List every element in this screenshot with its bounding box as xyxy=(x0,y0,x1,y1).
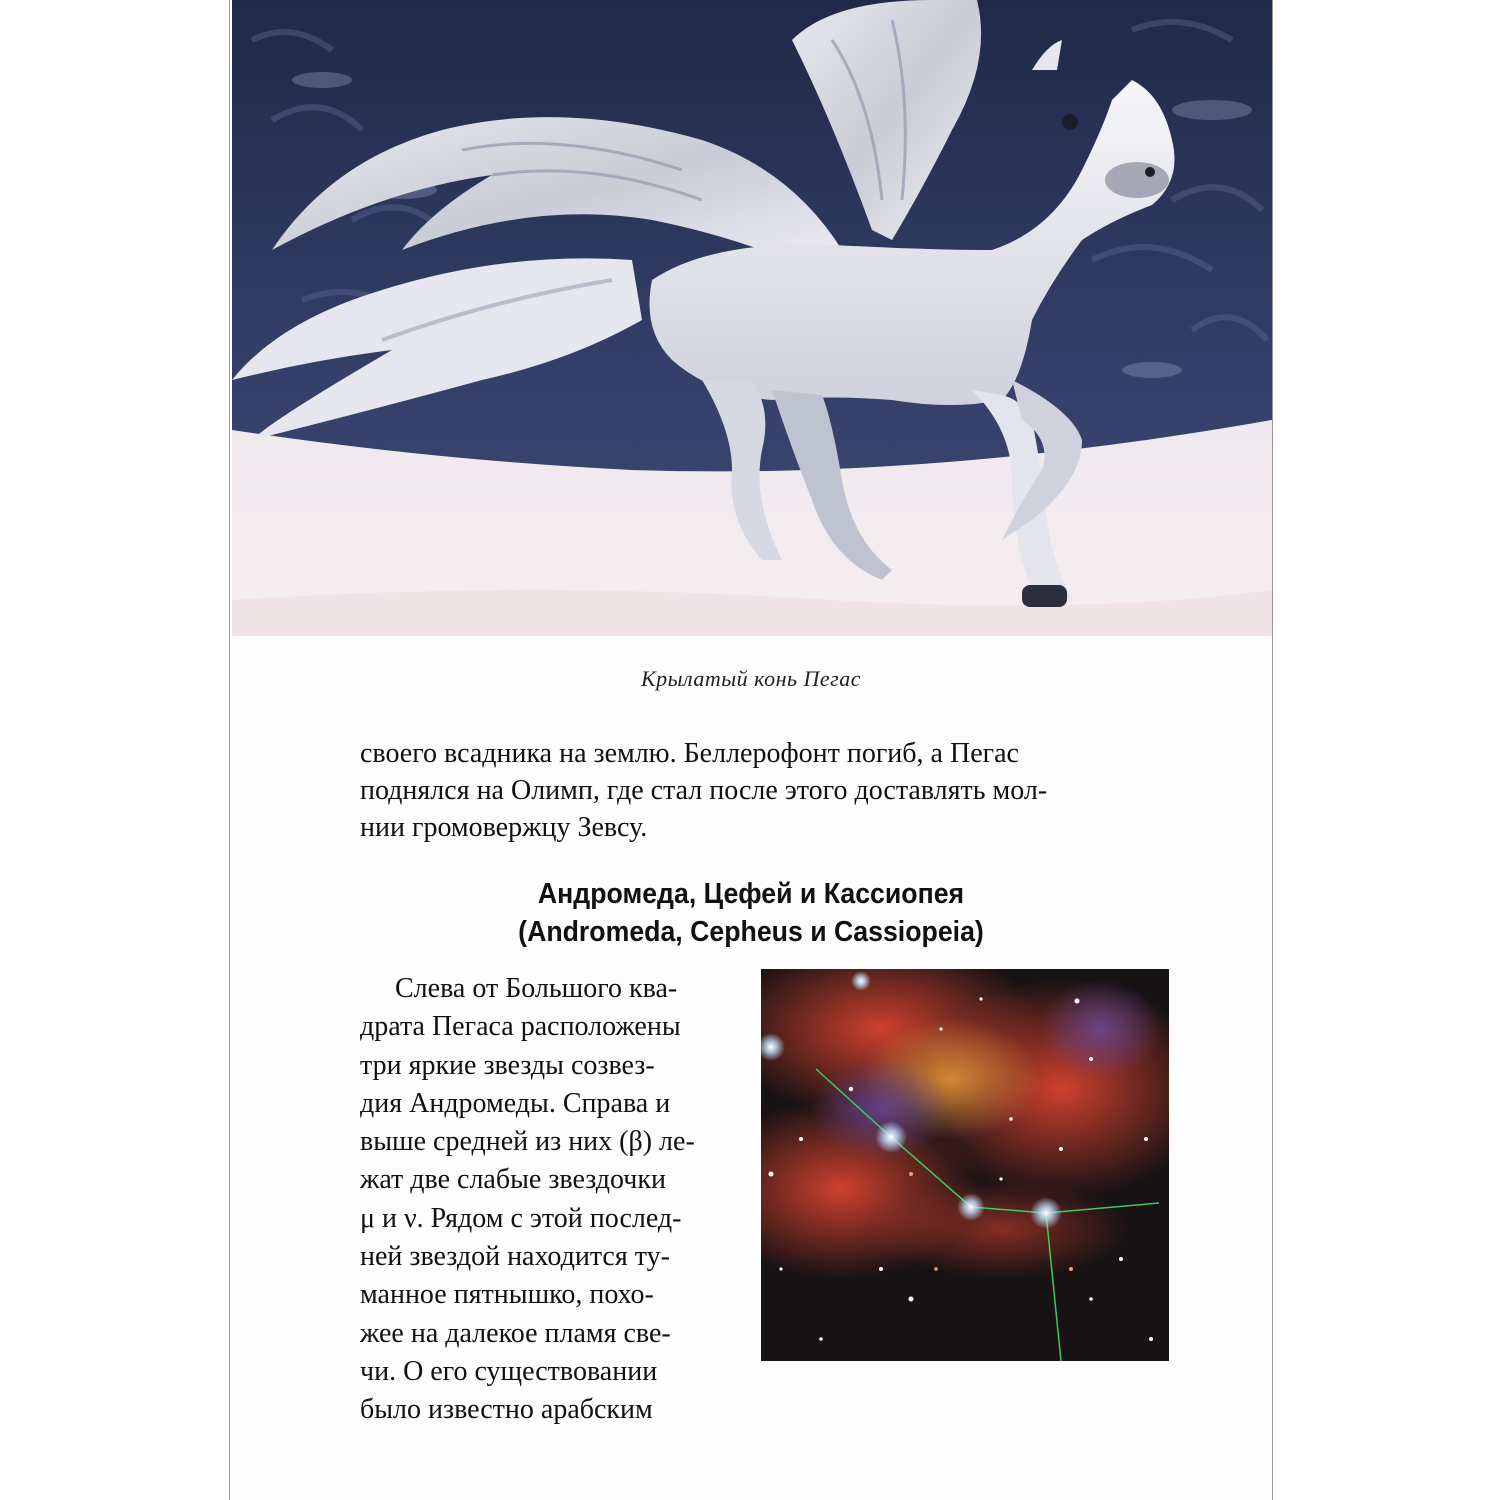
paragraph-line: μ и ν. Рядом с этой послед- xyxy=(360,1202,682,1234)
paragraph-line: жат две слабые звездочки xyxy=(360,1164,666,1196)
paragraph-line: поднялся на Олимп, где стал после этого доставлять мол- xyxy=(360,775,1048,806)
paragraph-line: дия Андромеды. Справа и xyxy=(360,1087,671,1119)
figure-caption: Крылатый конь Пегас xyxy=(640,666,862,691)
heading-line-1: Андромеда, Цефей и Кассиопея xyxy=(537,878,965,910)
pegasus-illustration xyxy=(232,0,1272,636)
body-paragraph xyxy=(360,970,732,1430)
paragraph-line: выше средней из них (β) ле- xyxy=(360,1126,695,1158)
section-heading xyxy=(229,875,1273,951)
paragraph-line: жее на далекое пламя све- xyxy=(360,1317,671,1349)
paragraph-line: своего всадника на землю. Беллерофонт погиб, а Пегас xyxy=(360,738,1019,769)
paragraph-line: манное пятнышко, похо- xyxy=(360,1279,654,1311)
intro-paragraph xyxy=(360,735,1135,846)
paragraph-line: чи. О его существовании xyxy=(360,1355,658,1387)
paragraph-line: ней звездой находится ту- xyxy=(360,1241,670,1273)
paragraph-line: драта Пегаса расположены xyxy=(360,1011,681,1043)
paragraph-line: Слева от Большого ква- xyxy=(395,973,678,1004)
paragraph-line: три яркие звезды созвез- xyxy=(360,1049,655,1081)
paragraph-line: нии громовержцу Зевсу. xyxy=(360,812,648,843)
constellation-photo xyxy=(761,969,1169,1361)
paragraph-line: было известно арабским xyxy=(360,1394,653,1426)
heading-line-2: (Andromeda, Cepheus и Cassiopeia) xyxy=(518,916,984,948)
